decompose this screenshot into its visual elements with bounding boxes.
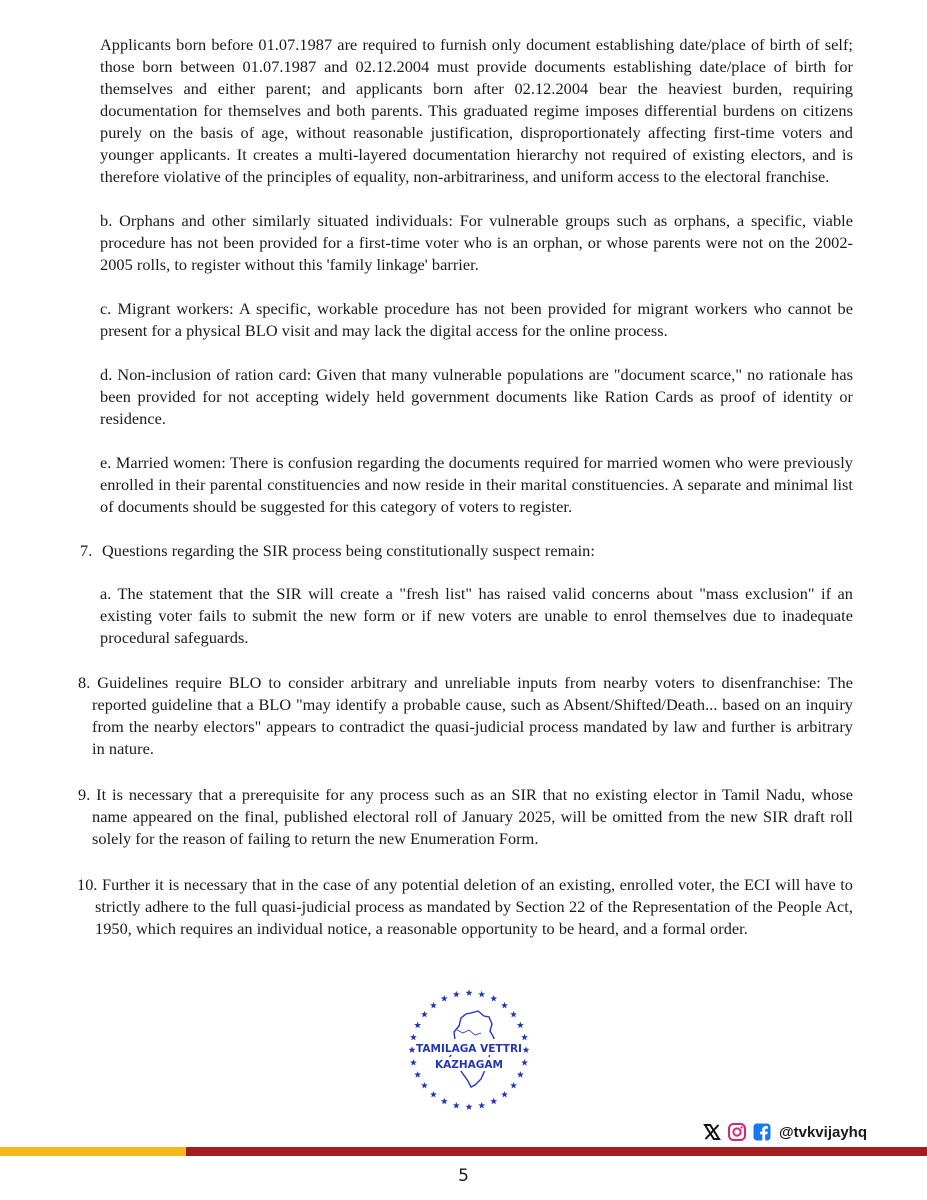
logo-star-icon <box>490 1098 497 1105</box>
logo-star-icon <box>430 1002 437 1009</box>
paragraph-7 <box>0 540 927 562</box>
logo-star-icon <box>409 1046 416 1053</box>
logo-text-line2: KAZHAGAM <box>435 1059 503 1071</box>
social-handle-bar <box>702 1120 867 1144</box>
logo-star-icon <box>414 1022 421 1029</box>
instagram-icon[interactable] <box>727 1122 747 1142</box>
paragraph-7-text: Questions regarding the SIR process being constitutionally suspect remain: <box>102 541 595 560</box>
logo-star-icon <box>510 1011 517 1018</box>
logo-star-icon <box>453 991 460 998</box>
paragraph-age-based-documentation: Applicants born before 01.07.1987 are required to furnish only document establishing date/place of birth of self; those born between 01.07.1987 and 02.12.2004 must provide documents establishing date/place of birth for themselves and either parent; and applicants born after 02.12.2004 bear the heaviest burden, requiring documentation for themselves and both parents. This graduated regime imposes differential burdens on citizens purely on the basis of age, without reasonable justification, disproportionately affecting first-time voters and younger applicants. It creates a multi-layered documentation hierarchy not required of existing electors, and is therefore violative of the principles of equality, non-arbitrariness, and uniform access to the electoral franchise. <box>100 35 853 186</box>
logo-star-icon <box>466 1103 473 1110</box>
logo-star-icon <box>430 1091 437 1098</box>
logo-star-icon <box>466 989 473 996</box>
logo-star-icon <box>421 1011 428 1018</box>
logo-star-icon <box>517 1022 524 1029</box>
logo-star-icon <box>523 1046 530 1053</box>
page-number: 5 <box>458 1166 469 1186</box>
paragraph-ration-card: d. Non-inclusion of ration card: Given that many vulnerable populations are "document scarce," no rationale has been provided for not accepting widely held government documents like Ration Cards as proof of identity or residence. <box>100 365 853 428</box>
logo-star-icon <box>421 1082 428 1089</box>
logo-star-icon <box>410 1059 417 1066</box>
logo-star-icon <box>521 1059 528 1066</box>
paragraph-orphans: b. Orphans and other similarly situated individuals: For vulnerable groups such as orphans, a specific, viable procedure has not been provided for a first-time voter who is an orphan, or whose parents were not on the 2002-2005 rolls, to register without this 'family linkage' barrier. <box>100 211 853 274</box>
facebook-icon[interactable] <box>752 1122 772 1142</box>
logo-text-line1: TAMILAGA VETTRI <box>416 1043 522 1055</box>
tvk-party-logo <box>405 986 533 1114</box>
logo-star-icon <box>414 1071 421 1078</box>
logo-star-icon <box>478 1102 485 1109</box>
paragraph-7-number: 7. <box>80 541 93 560</box>
logo-star-icon <box>453 1102 460 1109</box>
paragraph-migrant-workers: c. Migrant workers: A specific, workable procedure has not been provided for migrant workers who cannot be present for a physical BLO visit and may lack the digital access for the online process. <box>100 299 853 340</box>
paragraph-9: 9. It is necessary that a prerequisite for any process such as an SIR that no existing elector in Tamil Nadu, whose name appeared on the final, published electoral roll of January 2025, will be omitted from the new SIR draft roll solely for the reason of failing to return the new Enumeration Form. <box>78 785 853 848</box>
document-body <box>0 34 927 940</box>
paragraph-married-women: e. Married women: There is confusion regarding the documents required for married women who were previously enrolled in their parental constituencies and now reside in their marital constituencies. A separate and minimal list of documents should be suggested for this category of voters to register. <box>100 453 853 516</box>
logo-star-icon <box>441 995 448 1002</box>
logo-star-icon <box>478 991 485 998</box>
paragraph-10: 10. Further it is necessary that in the case of any potential deletion of an existing, enrolled voter, the ECI will have to strictly adhere to the full quasi-judicial process as mandated by Section 22 of the Representation of the People Act, 1950, which requires an individual notice, a reasonable opportunity to be heard, and a formal order. <box>77 875 853 938</box>
footer-stripe-red <box>186 1147 927 1156</box>
logo-star-icon <box>441 1098 448 1105</box>
logo-star-icon <box>501 1091 508 1098</box>
logo-star-icon <box>521 1034 528 1041</box>
logo-star-icon <box>501 1002 508 1009</box>
paragraph-7a: a. The statement that the SIR will create a "fresh list" has raised valid concerns about "mass exclusion" if an existing voter fails to submit the new form or if new voters are unable to enrol themselves due to inadequate procedural safeguards. <box>100 584 853 647</box>
logo-star-icon <box>490 995 497 1002</box>
logo-star-icon <box>517 1071 524 1078</box>
paragraph-8: 8. Guidelines require BLO to consider arbitrary and unreliable inputs from nearby voters to disenfranchise: The reported guideline that a BLO "may identify a probable cause, such as Absent/Shifted/Death... based on an inquiry from the nearby electors" appears to contradict the quasi-judicial process mandated by law and further is arbitrary in nature. <box>78 673 853 758</box>
x-icon[interactable] <box>702 1122 722 1142</box>
footer-stripe-yellow <box>0 1147 186 1156</box>
logo-star-icon <box>410 1034 417 1041</box>
social-handle[interactable]: @tvkvijayhq <box>779 1123 867 1141</box>
logo-star-icon <box>510 1082 517 1089</box>
